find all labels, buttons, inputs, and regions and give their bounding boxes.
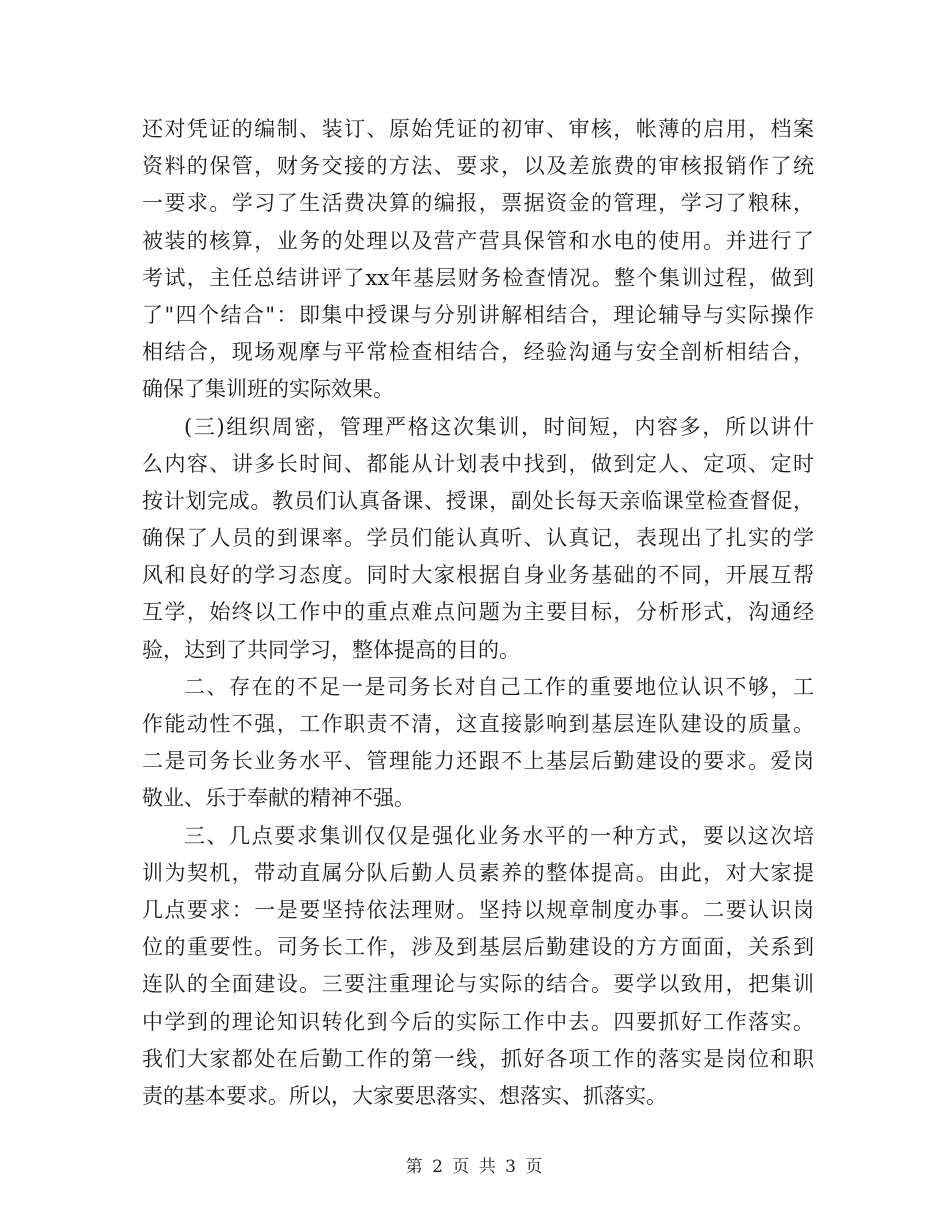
text-line: 一要求。学习了生活费决算的编报，票据资金的管理，学习了粮秣， <box>142 191 814 216</box>
text-line: 二、存在的不足一是司务长对自己工作的重要地位认识不够，工 <box>184 674 814 699</box>
text-line: 我们大家都处在后勤工作的第一线，抓好各项工作的落实是岗位和职 <box>142 1046 814 1071</box>
text-line: 了"四个结合"：即集中授课与分别讲解相结合，理论辅导与实际操作 <box>142 302 814 327</box>
text-line: 二是司务长业务水平、管理能力还跟不上基层后勤建设的要求。爱岗 <box>142 749 814 774</box>
text-line: 么内容、讲多长时间、都能从计划表中找到，做到定人、定项、定时 <box>142 451 814 476</box>
text-line: 考试，主任总结讲评了xx年基层财务检查情况。整个集训过程，做到 <box>142 265 814 290</box>
text-line: 相结合，现场观摩与平常检查相结合，经验沟通与安全剖析相结合， <box>142 340 814 365</box>
text-line: 训为契机，带动直属分队后勤人员素养的整体提高。由此，对大家提 <box>142 860 814 885</box>
text-line: 中学到的理论知识转化到今后的实际工作中去。四要抓好工作落实。 <box>142 1009 814 1034</box>
text-line: (三)组织周密，管理严格这次集训，时间短，内容多，所以讲什 <box>184 414 814 439</box>
text-line: 确保了集训班的实际效果。 <box>142 377 394 402</box>
text-line: 敬业、乐于奉献的精神不强。 <box>142 786 415 811</box>
text-line: 确保了人员的到课率。学员们能认真听、认真记，表现出了扎实的学 <box>142 526 814 551</box>
text-line: 互学，始终以工作中的重点难点问题为主要目标，分析形式，沟通经 <box>142 600 814 625</box>
text-line: 作能动性不强，工作职责不清，这直接影响到基层连队建设的质量。 <box>142 712 814 736</box>
text-line: 还对凭证的编制、装订、原始凭证的初审、审核，帐薄的启用，档案 <box>142 117 814 141</box>
text-line: 验，达到了共同学习，整体提高的目的。 <box>142 637 520 662</box>
text-line: 位的重要性。司务长工作，涉及到基层后勤建设的方方面面，关系到 <box>142 935 814 960</box>
page-footer: 第 2 页 共 3 页 <box>405 1157 545 1177</box>
text-line: 风和良好的学习态度。同时大家根据自身业务基础的不同，开展互帮 <box>142 563 814 588</box>
text-line: 资料的保管，财务交接的方法、要求，以及差旅费的审核报销作了统 <box>142 154 814 179</box>
document-body <box>142 111 814 1115</box>
text-line: 被装的核算，业务的处理以及营产营具保管和水电的使用。并进行了 <box>142 228 814 253</box>
text-line: 连队的全面建设。三要注重理论与实际的结合。要学以致用，把集训 <box>142 972 814 997</box>
text-line: 按计划完成。教员们认真备课、授课，副处长每天亲临课堂检查督促， <box>142 488 814 513</box>
text-line: 几点要求：一是要坚持依法理财。坚持以规章制度办事。二要认识岗 <box>142 897 814 922</box>
text-line: 责的基本要求。所以，大家要思落实、想落实、抓落实。 <box>142 1083 667 1108</box>
text-line: 三、几点要求集训仅仅是强化业务水平的一种方式，要以这次培 <box>184 823 814 848</box>
